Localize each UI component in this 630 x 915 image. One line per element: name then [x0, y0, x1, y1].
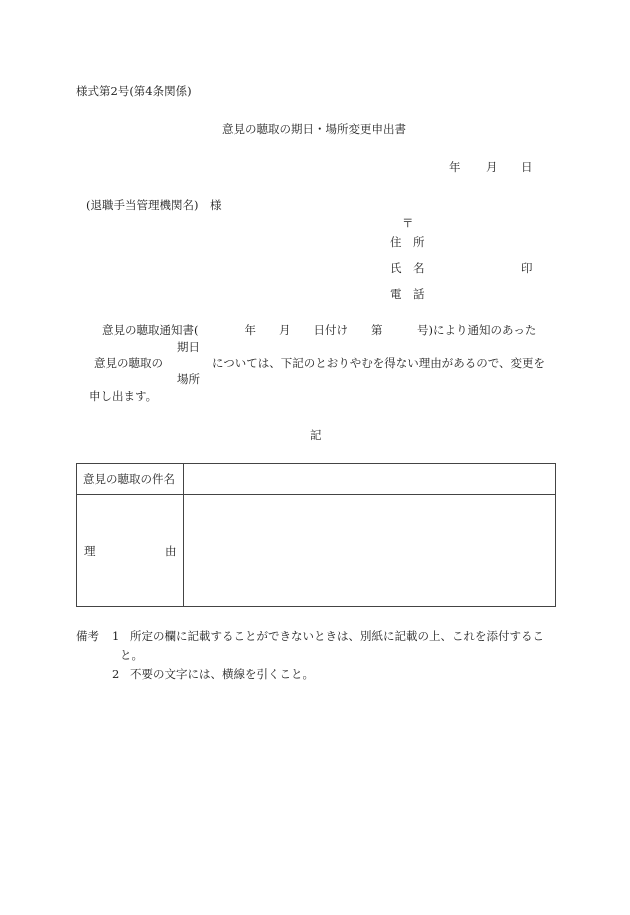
- note-2-text: 不要の文字には、横線を引くこと。: [130, 667, 314, 681]
- table-row-case: [77, 464, 555, 495]
- address-label: 住 所: [390, 235, 425, 249]
- document-title: 意見の聴取の期日・場所変更申出書: [222, 122, 406, 136]
- date-day: 日: [521, 160, 533, 174]
- details-table: [76, 463, 556, 607]
- postal-mark: 〒: [402, 216, 414, 230]
- case-name-field[interactable]: [189, 474, 549, 486]
- reason-label-right: 由: [165, 544, 177, 558]
- reason-field[interactable]: [189, 500, 549, 600]
- reason-label-left: 理: [84, 544, 96, 558]
- option-place: 場所: [177, 372, 200, 386]
- option-date: 期日: [177, 340, 200, 354]
- form-number: 様式第2号(第4条関係): [76, 84, 192, 98]
- date-year: 年: [449, 160, 461, 174]
- date-month: 月: [486, 160, 498, 174]
- case-name-label: 意見の聴取の件名: [83, 472, 175, 486]
- note-1-number: 1: [112, 629, 120, 643]
- name-label: 氏 名: [390, 261, 425, 275]
- body-line-1: 意見の聴取通知書( 年 月 日付け 第 号)により通知のあった: [102, 323, 537, 337]
- notes-label: 備考: [76, 629, 99, 643]
- body-line-2-prefix: 意見の聴取の: [94, 356, 163, 370]
- ki-heading: 記: [310, 428, 322, 442]
- note-2-number: 2: [112, 667, 120, 681]
- phone-label: 電 話: [390, 287, 425, 301]
- seal-mark: 印: [521, 261, 533, 275]
- body-line-3: 申し出ます。: [89, 389, 158, 403]
- note-1-text: 所定の欄に記載することができないときは、別紙に記載の上、これを添付するこ: [130, 629, 544, 643]
- body-line-2-suffix: については、下記のとおりやむを得ない理由があるので、変更を: [212, 356, 546, 370]
- note-1-continuation: と。: [120, 648, 143, 662]
- addressee: (退職手当管理機関名) 様: [86, 198, 222, 212]
